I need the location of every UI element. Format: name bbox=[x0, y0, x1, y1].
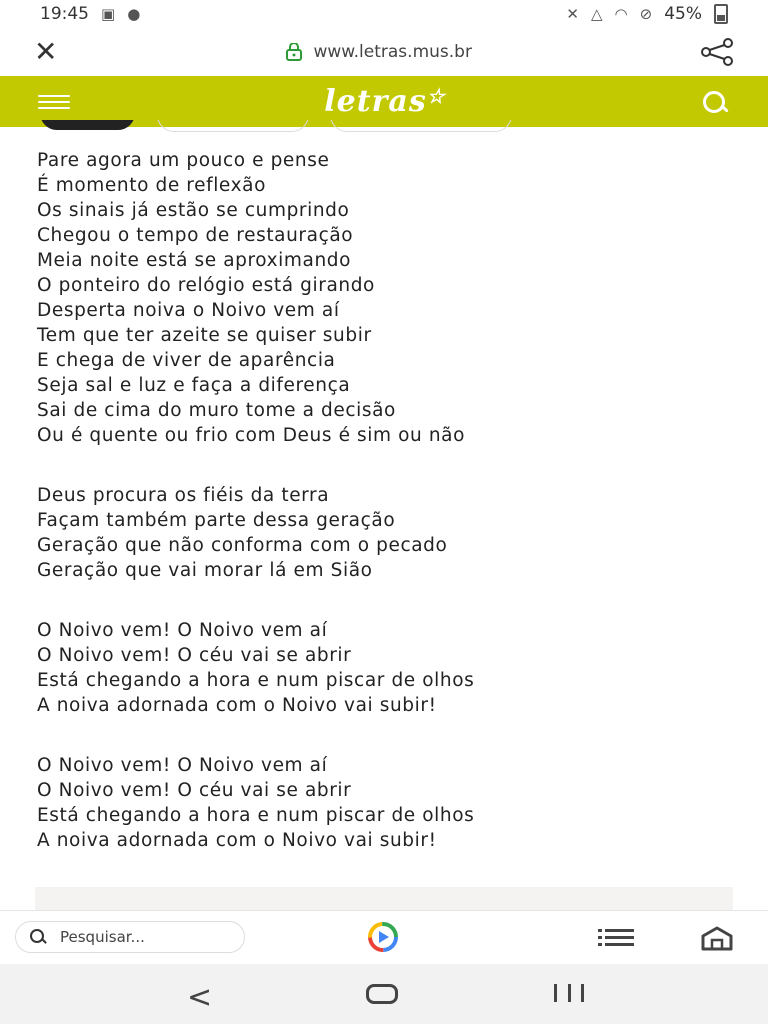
stanza bbox=[37, 753, 737, 853]
lyric-line: Geração que vai morar lá em Sião bbox=[37, 560, 373, 581]
menu-icon[interactable] bbox=[38, 95, 70, 109]
share-icon[interactable] bbox=[700, 38, 734, 66]
mute-icon: ✕ bbox=[566, 5, 579, 23]
lyric-line: O Noivo vem! O céu vai se abrir bbox=[37, 780, 352, 801]
search-icon bbox=[30, 929, 46, 945]
lyric-line: Chegou o tempo de restauração bbox=[37, 225, 354, 246]
dnd-icon: ⊘ bbox=[639, 5, 653, 23]
lyric-line: Sai de cima do muro tome a decisão bbox=[37, 400, 396, 421]
lyric-line: E chega de viver de aparência bbox=[37, 350, 336, 371]
play-icon[interactable] bbox=[358, 921, 408, 953]
lyric-line: Façam também parte dessa geração bbox=[37, 510, 396, 531]
stanza bbox=[37, 483, 737, 583]
wifi-icon: ◠ bbox=[614, 5, 628, 23]
lyric-line: Meia noite está se aproximando bbox=[37, 250, 352, 271]
action-buttons-row bbox=[0, 120, 768, 134]
close-tab-icon[interactable]: ✕ bbox=[34, 35, 58, 68]
ad-placeholder bbox=[35, 887, 733, 912]
address-field[interactable] bbox=[286, 42, 472, 62]
lyrics-body bbox=[37, 148, 737, 888]
lyric-line: O Noivo vem! O céu vai se abrir bbox=[37, 645, 352, 666]
status-bar bbox=[0, 0, 768, 28]
lyric-line: Seja sal e luz e faça a diferença bbox=[37, 375, 351, 396]
recent-apps-icon[interactable] bbox=[554, 984, 584, 1004]
logo-text: letras bbox=[324, 84, 427, 119]
lock-icon bbox=[286, 43, 302, 61]
list-icon[interactable] bbox=[598, 929, 634, 947]
site-logo[interactable] bbox=[324, 84, 445, 119]
home-button[interactable] bbox=[366, 984, 398, 1004]
search-input[interactable] bbox=[15, 921, 245, 953]
url-text: www.letras.mus.br bbox=[313, 42, 472, 62]
action-button-dark[interactable] bbox=[40, 120, 135, 130]
lyric-line: É momento de reflexão bbox=[37, 175, 266, 196]
gallery-notification-icon: ▣ bbox=[101, 5, 116, 23]
star-icon: ☆ bbox=[426, 84, 446, 108]
lyric-line: A noiva adornada com o Noivo vai subir! bbox=[37, 695, 437, 716]
lyric-line: Pare agora um pouco e pense bbox=[37, 150, 330, 171]
search-icon[interactable] bbox=[700, 87, 730, 117]
home-icon[interactable] bbox=[700, 925, 734, 951]
lyric-line: A noiva adornada com o Noivo vai subir! bbox=[37, 830, 437, 851]
url-bar bbox=[0, 28, 768, 76]
search-placeholder: Pesquisar... bbox=[60, 928, 145, 946]
system-nav-bar bbox=[0, 964, 768, 1024]
lyric-line: O ponteiro do relógio está girando bbox=[37, 275, 375, 296]
battery-percent: 45% bbox=[664, 4, 702, 24]
chat-notification-icon: ● bbox=[127, 5, 141, 23]
lyric-line: Geração que não conforma com o pecado bbox=[37, 535, 448, 556]
action-button-outline-2[interactable] bbox=[330, 120, 512, 132]
data-saver-icon: △ bbox=[590, 5, 603, 23]
lyric-line: Está chegando a hora e num piscar de olhos bbox=[37, 805, 475, 826]
lyric-line: Ou é quente ou frio com Deus é sim ou não bbox=[37, 425, 466, 446]
lyric-line: Deus procura os fiéis da terra bbox=[37, 485, 330, 506]
lyric-line: Está chegando a hora e num piscar de olhos bbox=[37, 670, 475, 691]
stanza bbox=[37, 148, 737, 448]
lyric-line: O Noivo vem! O Noivo vem aí bbox=[37, 755, 328, 776]
battery-icon bbox=[714, 4, 728, 24]
back-icon[interactable]: < bbox=[187, 980, 213, 1015]
stanza bbox=[37, 618, 737, 718]
bottom-toolbar bbox=[0, 910, 768, 965]
lyric-line: Os sinais já estão se cumprindo bbox=[37, 200, 350, 221]
action-button-outline-1[interactable] bbox=[157, 120, 309, 132]
lyric-line: Tem que ter azeite se quiser subir bbox=[37, 325, 372, 346]
lyric-line: O Noivo vem! O Noivo vem aí bbox=[37, 620, 328, 641]
status-time: 19:45 bbox=[40, 4, 89, 24]
lyric-line: Desperta noiva o Noivo vem aí bbox=[37, 300, 340, 321]
